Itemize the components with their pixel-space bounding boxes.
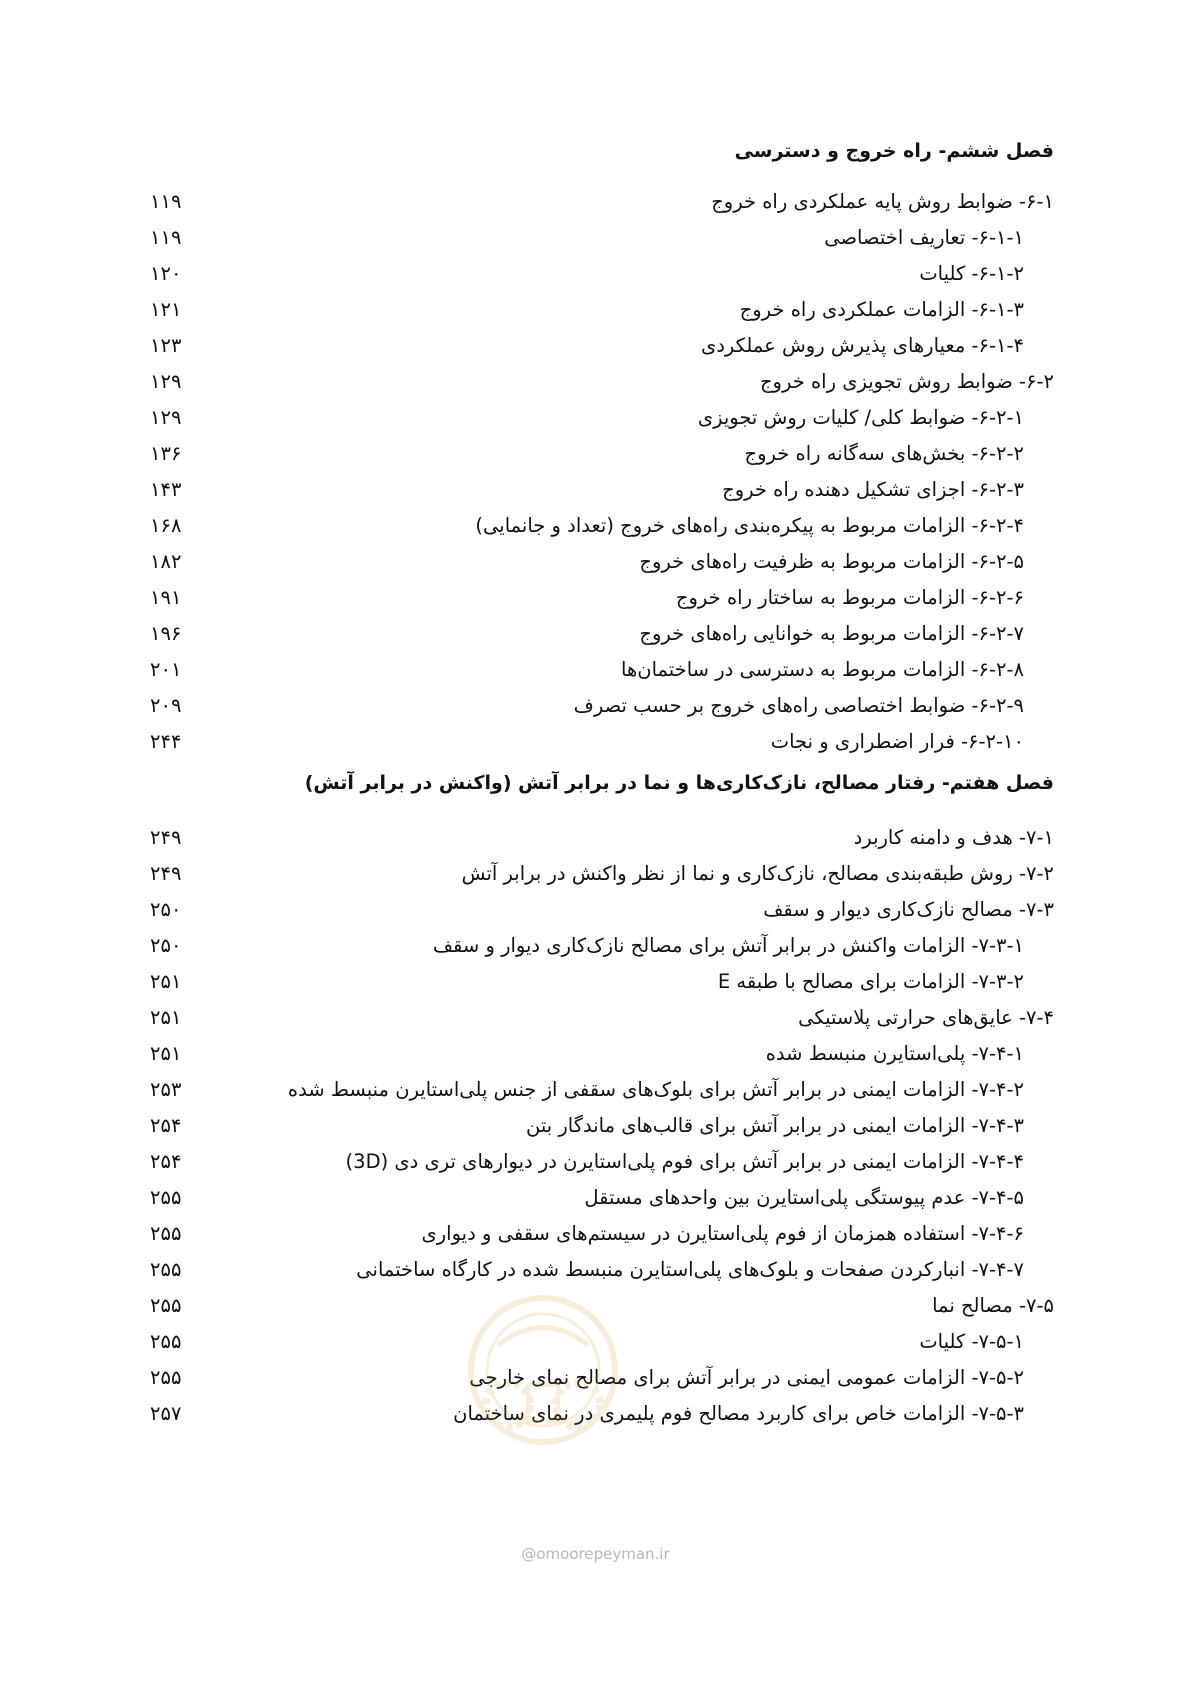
toc-entry-page: ۱۶۸ — [150, 514, 182, 537]
toc-entry — [150, 1146, 1054, 1178]
toc-entry-title: ۷-۴-۵- عدم پیوستگی پلی‌استایرن بین واحدهای مستقل — [584, 1186, 1024, 1209]
toc-entry — [150, 690, 1054, 722]
toc-entry-page: ۱۳۶ — [150, 442, 182, 465]
toc-entry — [150, 726, 1054, 758]
toc-entry-page: ۲۵۵ — [150, 1258, 182, 1281]
toc-entry-page: ۲۵۵ — [150, 1366, 182, 1389]
toc-entry — [150, 366, 1054, 398]
toc-entry — [150, 894, 1054, 926]
toc-entry-page: ۲۴۹ — [150, 862, 182, 885]
toc-entry-page: ۲۵۵ — [150, 1186, 182, 1209]
toc-entry-title: ۶-۲-۱۰- فرار اضطراری و نجات — [770, 730, 1024, 753]
toc-entry-page: ۲۴۴ — [150, 730, 182, 753]
toc-entry — [150, 966, 1054, 998]
toc-entry — [150, 1254, 1054, 1286]
toc-entry-page: ۱۱۹ — [150, 190, 182, 213]
toc-entry — [150, 330, 1054, 362]
toc-entry-page: ۲۵۷ — [150, 1402, 182, 1425]
chapter-7-heading: فصل هفتم- رفتار مصالح، نازک‌کاری‌ها و نما در برابر آتش (واکنش در برابر آتش) — [304, 772, 1054, 794]
toc-entry-title: ۷-۵-۲- الزامات عمومی ایمنی در برابر آتش برای مصالح نمای خارجی — [469, 1366, 1024, 1389]
at-icon: @ — [521, 1545, 537, 1563]
toc-entry-page: ۲۵۰ — [150, 898, 182, 921]
toc-entry — [150, 510, 1054, 542]
toc-entry-page: ۲۵۱ — [150, 970, 182, 993]
toc-entry-title: ۷-۳- مصالح نازک‌کاری دیوار و سقف — [763, 898, 1054, 921]
toc-entry — [150, 1038, 1054, 1070]
toc-entry-page: ۱۲۹ — [150, 370, 182, 393]
toc-entry-page: ۲۵۰ — [150, 934, 182, 957]
toc-entry-title: ۷-۴-۳- الزامات ایمنی در برابر آتش برای قالب‌های ماندگار بتن — [525, 1114, 1024, 1137]
toc-entry-title: ۷-۵-۳- الزامات خاص برای کاربرد مصالح فوم پلیمری در نمای ساختمان — [453, 1402, 1024, 1425]
toc-entry-title: ۶-۲-۲- بخش‌های سه‌گانه راه خروج — [744, 442, 1024, 465]
toc-entry-page: ۲۰۱ — [150, 658, 182, 681]
gear-seal-logo-icon — [458, 1290, 628, 1470]
toc-entry-page: ۱۲۹ — [150, 406, 182, 429]
toc-entry-title: ۷-۴- عایق‌های حرارتی پلاستیکی — [798, 1006, 1054, 1029]
toc-entry — [150, 546, 1054, 578]
toc-entry-page: ۱۱۹ — [150, 226, 182, 249]
toc-entry — [150, 1110, 1054, 1142]
toc-entry-page: ۱۲۰ — [150, 262, 182, 285]
toc-entry — [150, 438, 1054, 470]
toc-entry-title: ۷-۴-۶- استفاده همزمان از فوم پلی‌استایرن در سیستم‌های سقفی و دیواری — [421, 1222, 1024, 1245]
toc-entry — [150, 582, 1054, 614]
toc-entry-page: ۱۸۲ — [150, 550, 182, 573]
toc-entry-title: ۶-۲-۱- ضوابط کلی/ کلیات روش تجویزی — [697, 406, 1024, 429]
toc-entry-title: ۶-۱- ضوابط روش پایه عملکردی راه خروج — [711, 190, 1054, 213]
toc-entry-page: ۱۲۳ — [150, 334, 182, 357]
toc-entry — [150, 618, 1054, 650]
watermark-text: @omoorepeyman.ir — [521, 1545, 670, 1563]
toc-entry-title: ۷-۳-۱- الزامات واکنش در برابر آتش برای مصالح نازک‌کاری دیوار و سقف — [432, 934, 1024, 957]
toc-entry-title: ۶-۱-۲- کلیات — [919, 262, 1024, 285]
toc-entry — [150, 186, 1054, 218]
toc-entry — [150, 258, 1054, 290]
toc-entry — [150, 222, 1054, 254]
toc-entry-page: ۱۹۶ — [150, 622, 182, 645]
toc-entry-title: ۶-۲-۴- الزامات مربوط به پیکره‌بندی راه‌های خروج (تعداد و جانمایی) — [475, 514, 1024, 537]
toc-entry-title: ۶-۲-۹- ضوابط اختصاصی راه‌های خروج بر حسب تصرف — [573, 694, 1024, 717]
toc-entry — [150, 402, 1054, 434]
toc-entry — [150, 858, 1054, 890]
toc-entry-page: ۲۰۹ — [150, 694, 182, 717]
toc-entry — [150, 1002, 1054, 1034]
toc-entry-title: ۷-۴-۲- الزامات ایمنی در برابر آتش برای بلوک‌های سقفی از جنس پلی‌استایرن منبسط شده — [287, 1078, 1024, 1101]
toc-entry — [150, 1074, 1054, 1106]
toc-entry — [150, 654, 1054, 686]
toc-entry-page: ۲۵۴ — [150, 1114, 182, 1137]
toc-entry-page: ۲۴۹ — [150, 826, 182, 849]
toc-entry — [150, 822, 1054, 854]
toc-entry-page: ۲۵۳ — [150, 1078, 182, 1101]
toc-entry-page: ۲۵۴ — [150, 1150, 182, 1173]
toc-entry-title: ۶-۱-۳- الزامات عملکردی راه خروج — [739, 298, 1024, 321]
toc-entry-title: ۷-۵-۱- کلیات — [919, 1330, 1024, 1353]
toc-entry-title: ۶-۲- ضوابط روش تجویزی راه خروج — [759, 370, 1054, 393]
toc-entry-title: ۶-۱-۴- معیارهای پذیرش روش عملکردی — [700, 334, 1024, 357]
toc-entry-title: ۶-۱-۱- تعاریف اختصاصی — [824, 226, 1024, 249]
toc-entry-title: ۶-۲-۵- الزامات مربوط به ظرفیت راه‌های خروج — [639, 550, 1024, 573]
toc-entry-page: ۲۵۵ — [150, 1330, 182, 1353]
toc-entry-title: ۶-۲-۸- الزامات مربوط به دسترسی در ساختمان‌ها — [621, 658, 1024, 681]
toc-entry — [150, 930, 1054, 962]
toc-entry-title: ۷-۴-۱- پلی‌استایرن منبسط شده — [765, 1042, 1024, 1065]
toc-entry — [150, 1182, 1054, 1214]
toc-entry-page: ۲۵۵ — [150, 1222, 182, 1245]
toc-entry-title: ۷-۴-۴- الزامات ایمنی در برابر آتش برای فوم پلی‌استایرن در دیوارهای تری دی (3D) — [345, 1150, 1024, 1173]
toc-entry — [150, 294, 1054, 326]
toc-entry-title: ۷-۲- روش طبقه‌بندی مصالح، نازک‌کاری و نما از نظر واکنش در برابر آتش — [461, 862, 1054, 885]
toc-entry — [150, 1218, 1054, 1250]
chapter-6-heading: فصل ششم- راه خروج و دسترسی — [734, 140, 1054, 162]
toc-entry-page: ۱۴۳ — [150, 478, 182, 501]
toc-entry-title: ۷-۵- مصالح نما — [932, 1294, 1054, 1317]
toc-entry-page: ۲۵۱ — [150, 1042, 182, 1065]
toc-entry-title: ۶-۲-۷- الزامات مربوط به خوانایی راه‌های خروج — [639, 622, 1024, 645]
toc-entry-title: ۶-۲-۶- الزامات مربوط به ساختار راه خروج — [675, 586, 1024, 609]
toc-entry — [150, 474, 1054, 506]
toc-entry-title: ۷-۳-۲- الزامات برای مصالح با طبقه E — [717, 970, 1024, 993]
toc-entry-page: ۱۹۱ — [150, 586, 182, 609]
toc-entry-page: ۲۵۵ — [150, 1294, 182, 1317]
toc-entry-title: ۷-۴-۷- انبارکردن صفحات و بلوک‌های پلی‌استایرن منبسط شده در کارگاه ساختمانی — [356, 1258, 1024, 1281]
toc-entry-page: ۱۲۱ — [150, 298, 182, 321]
toc-entry-title: ۶-۲-۳- اجزای تشکیل دهنده راه خروج — [722, 478, 1024, 501]
toc-entry-page: ۲۵۱ — [150, 1006, 182, 1029]
toc-entry-title: ۷-۱- هدف و دامنه کاربرد — [853, 826, 1054, 849]
